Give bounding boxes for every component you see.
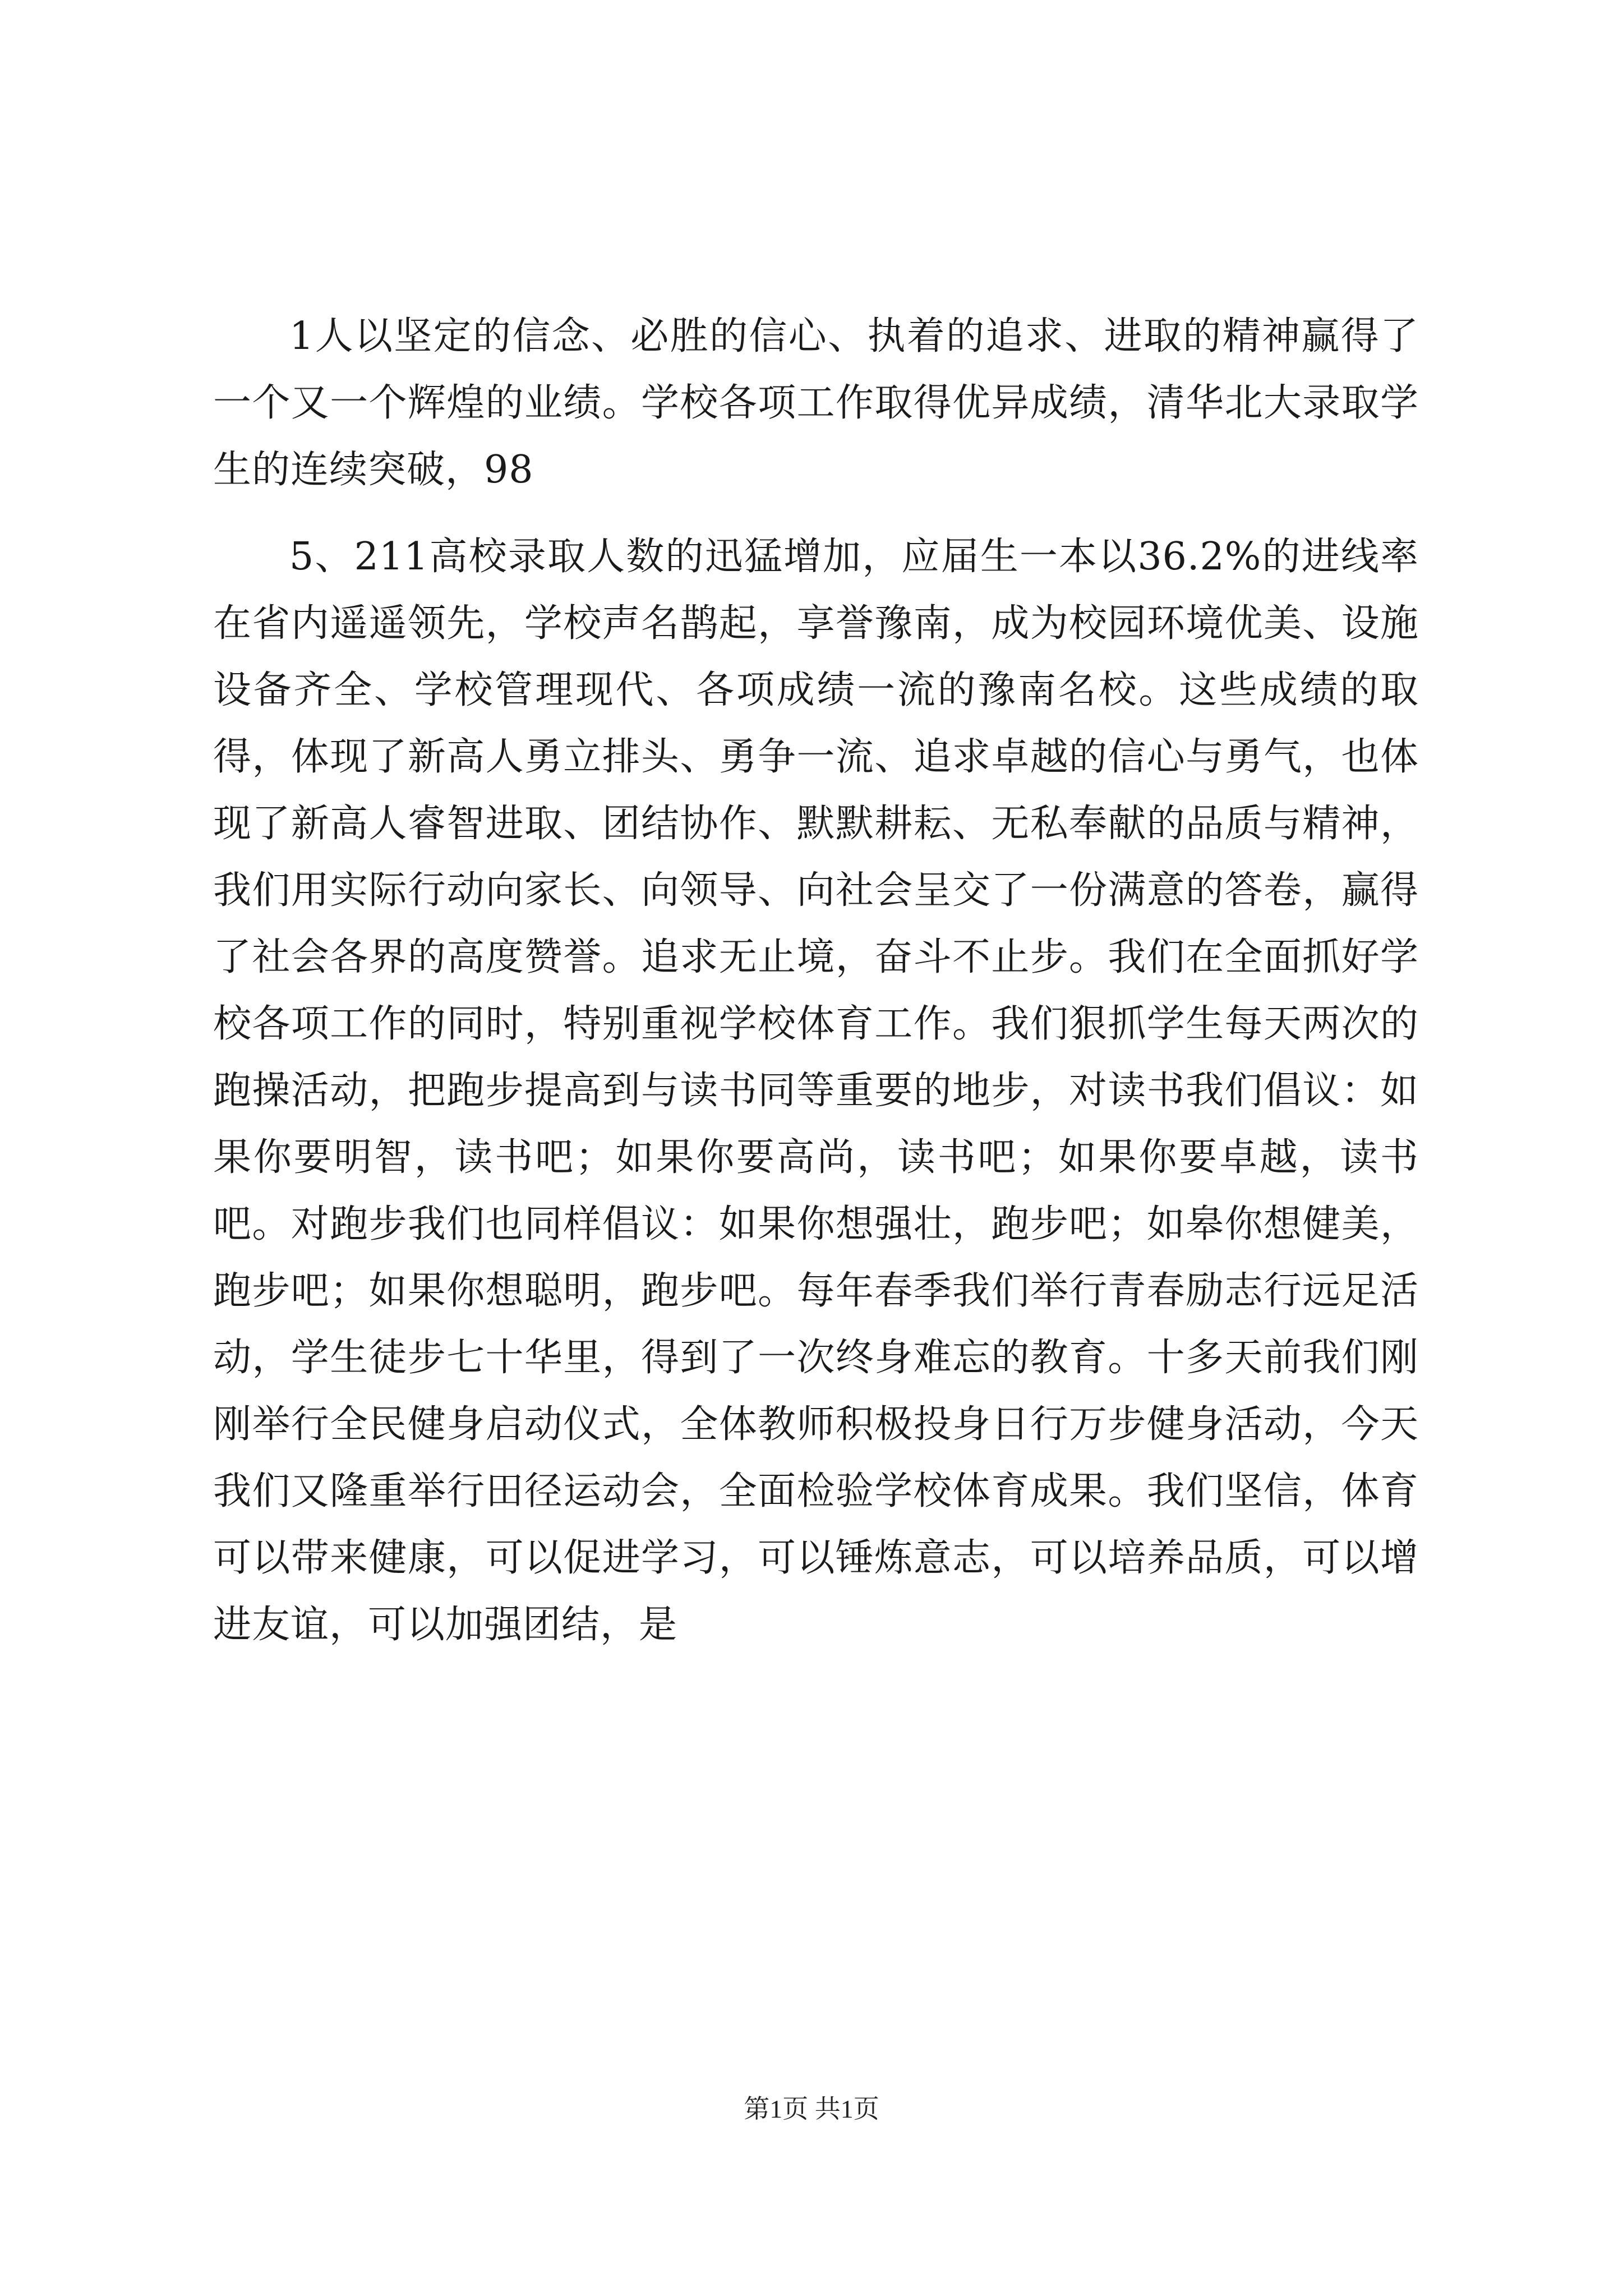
document-body bbox=[213, 303, 1419, 1658]
paragraph-1: 1人以坚定的信念、必胜的信心、执着的追求、进取的精神赢得了一个又一个辉煌的业绩。学校各项工作取得优异成绩，清华北大录取学生的连续突破，98 bbox=[213, 314, 1419, 492]
page-footer: 第1页 共1页 bbox=[744, 2095, 879, 2123]
paragraph-2: 5、211高校录取人数的迅猛增加，应届生一本以36.2%的进线率在省内遥遥领先，学校声名鹊起，享誉豫南，成为校园环境优美、设施设备齐全、学校管理现代、各项成绩一流的豫南名校。这些成绩的取得，体现了新高人勇立排头、勇争一流、追求卓越的信心与勇气，也体现了新高人睿智进取、团结协作、默默耕耘、无私奉献的品质与精神，我们用实际行动向家长、向领导、向社会呈交了一份满意的答卷，赢得了社会各界的高度赞誉。追求无止境，奋斗不止步。我们在全面抓好学校各项工作的同时，特别重视学校体育工作。我们狠抓学生每天两次的跑操活动，把跑步提高到与读书同等重要的地步，对读书我们倡议：如果你要明智，读书吧；如果你要高尚，读书吧；如果你要卓越，读书吧。对跑步我们也同样倡议：如果你想强壮，跑步吧；如皋你想健美，跑步吧；如果你想聪明，跑步吧。每年春季我们举行青春励志行远足活动，学生徒步七十华里，得到了一次终身难忘的教育。十多天前我们刚刚举行全民健身启动仪式，全体教师积极投身日行万步健身活动，今天我们又隆重举行田径运动会，全面检验学校体育成果。我们坚信，体育可以带来健康，可以促进学习，可以锤炼意志，可以培养品质，可以增进友谊，可以加强团结，是 bbox=[213, 535, 1419, 1647]
